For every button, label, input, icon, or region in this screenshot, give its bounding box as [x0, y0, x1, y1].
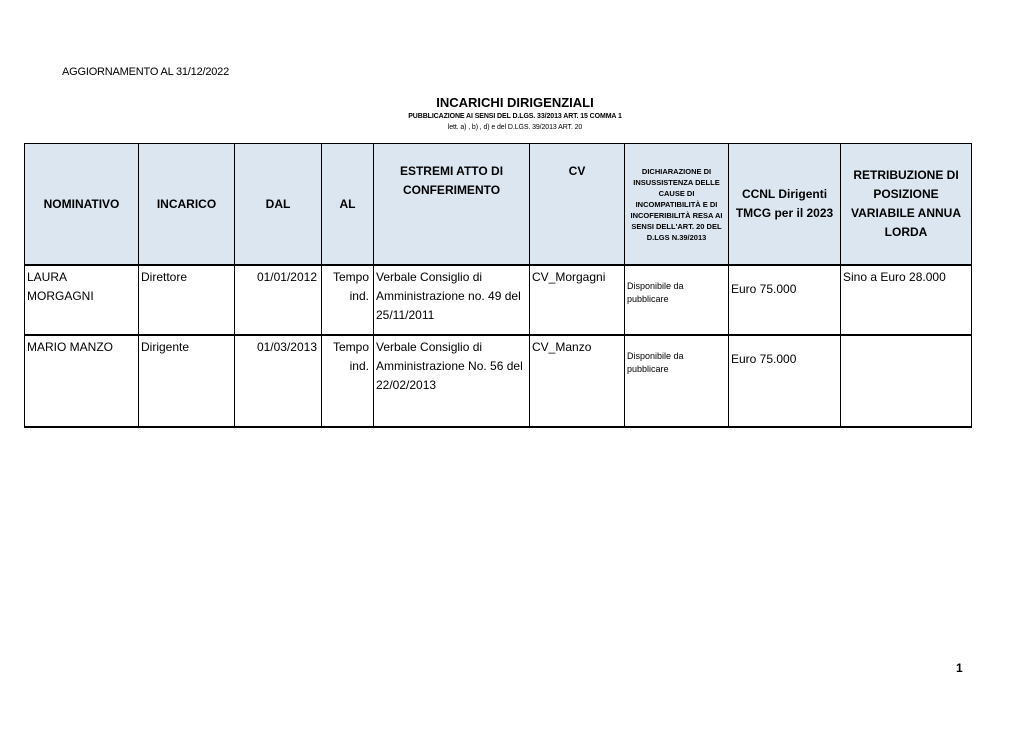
col-header-retribuzione: RETRIBUZIONE DI POSIZIONE VARIABILE ANNUA LORDA — [841, 144, 972, 266]
table-row — [25, 335, 972, 427]
cell-nominativo: LAURA MORGAGNI — [25, 265, 139, 335]
cell-estremi: Verbale Consiglio di Amministrazione no. 49 del 25/11/2011 — [374, 265, 530, 335]
col-header-ccnl: CCNL Dirigenti TMCG per il 2023 — [729, 144, 841, 266]
cell-incarico: Dirigente — [139, 335, 235, 427]
col-header-dichiarazione: DICHIARAZIONE DI INSUSSISTENZA DELLE CAUSE DI INCOMPATIBILITÀ E DI INCOFERIBILITÀ RESA AI SENSI DELL'ART. 20 DEL D.LGS N.39/2013 — [625, 144, 729, 266]
cell-al: Tempo ind. — [322, 335, 374, 427]
page-title: INCARICHI DIRIGENZIALI — [436, 95, 594, 110]
update-date-label: AGGIORNAMENTO AL 31/12/2022 — [62, 66, 230, 78]
page-number: 1 — [956, 661, 963, 675]
cell-dichiarazione: Disponibile da pubblicare — [625, 265, 729, 335]
cell-dichiarazione: Disponibile da pubblicare — [625, 335, 729, 427]
cell-retribuzione — [841, 335, 972, 427]
assignments-table — [24, 143, 972, 428]
subtitle-legal-reference: PUBBLICAZIONE AI SENSI DEL D.LGS. 33/2013 ART. 15 COMMA 1 — [408, 113, 622, 120]
cell-dal: 01/03/2013 — [235, 335, 322, 427]
cell-ccnl: Euro 75.000 — [729, 265, 841, 335]
cell-nominativo: MARIO MANZO — [25, 335, 139, 427]
cell-cv-link[interactable]: CV_Manzo — [530, 335, 625, 427]
col-header-estremi: ESTREMI ATTO DI CONFERIMENTO — [374, 144, 530, 266]
col-header-dal: DAL — [235, 144, 322, 266]
cell-al: Tempo ind. — [322, 265, 374, 335]
col-header-nominativo: NOMINATIVO — [25, 144, 139, 266]
cell-retribuzione: Sino a Euro 28.000 — [841, 265, 972, 335]
table-header-row — [25, 144, 972, 266]
cell-estremi: Verbale Consiglio di Amministrazione No. 56 del 22/02/2013 — [374, 335, 530, 427]
table-row — [25, 265, 972, 335]
col-header-incarico: INCARICO — [139, 144, 235, 266]
col-header-al: AL — [322, 144, 374, 266]
cell-ccnl: Euro 75.000 — [729, 335, 841, 427]
cell-cv-link[interactable]: CV_Morgagni — [530, 265, 625, 335]
subtitle-legal-letters: lett. a) , b) , d) e del D.LGS. 39/2013 ART. 20 — [447, 124, 583, 131]
cell-incarico: Direttore — [139, 265, 235, 335]
cell-dal: 01/01/2012 — [235, 265, 322, 335]
col-header-cv: CV — [530, 144, 625, 266]
